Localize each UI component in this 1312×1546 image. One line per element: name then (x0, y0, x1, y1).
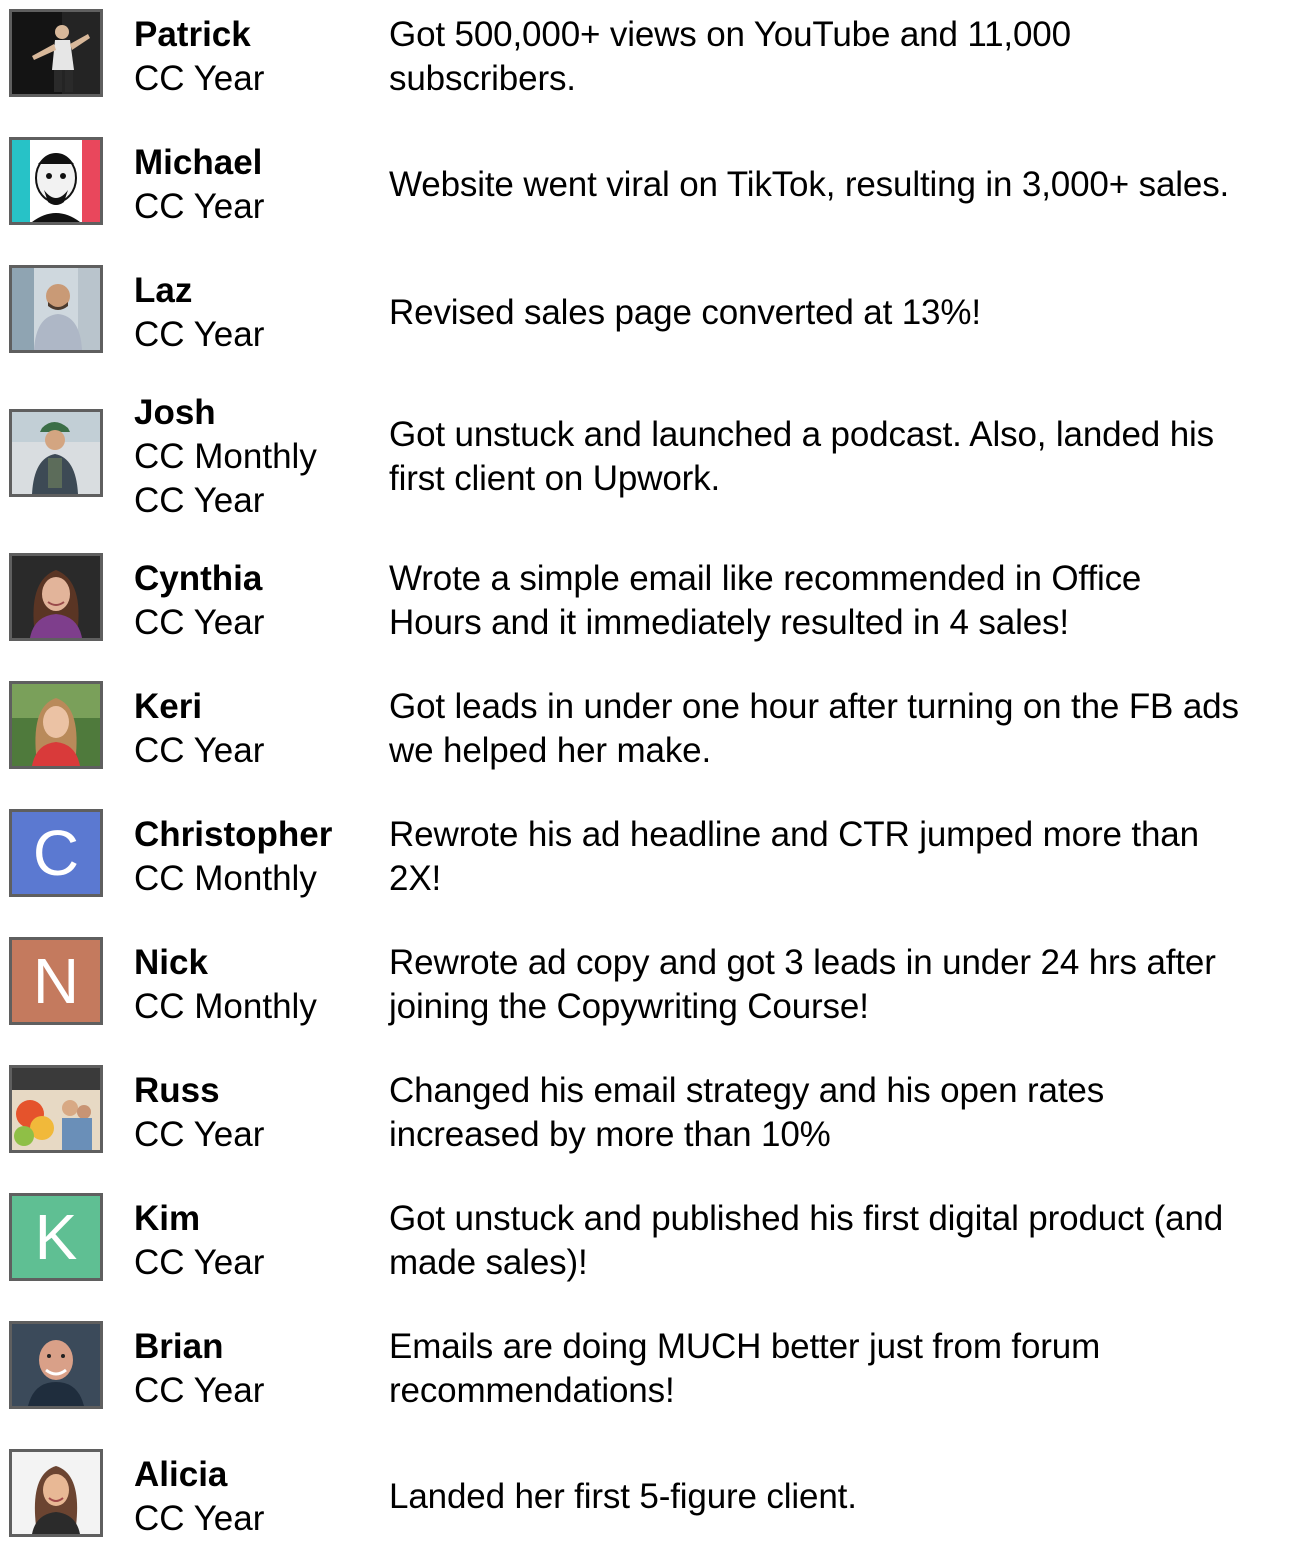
result-text (389, 1325, 1309, 1413)
result-line: joining the Copywriting Course! (389, 987, 869, 1026)
result-text (389, 1069, 1309, 1157)
avatar-letter: N (32, 945, 80, 1017)
person-block (134, 1453, 374, 1541)
result-text (389, 557, 1309, 645)
result-line: subscribers. (389, 59, 576, 98)
result-text (389, 291, 1309, 335)
result-text (389, 813, 1309, 901)
result-line: Got leads in under one hour after turning on the FB ads (389, 687, 1239, 726)
result-line: Hours and it immediately resulted in 4 sales! (389, 603, 1069, 642)
person-block (134, 941, 374, 1029)
result-text (389, 1197, 1309, 1285)
result-text (389, 163, 1309, 207)
person-name: Christopher (134, 815, 333, 854)
avatar-letter-kim (9, 1193, 103, 1281)
result-line: Emails are doing MUCH better just from forum (389, 1327, 1101, 1366)
person-block (134, 813, 374, 901)
avatar-photo-michael (9, 137, 103, 225)
result-text (389, 1475, 1309, 1519)
person-name: Russ (134, 1071, 220, 1110)
person-block (134, 1069, 374, 1157)
person-block (134, 391, 374, 523)
person-name: Alicia (134, 1455, 228, 1494)
result-text (389, 941, 1309, 1029)
person-block (134, 685, 374, 773)
person-block (134, 269, 374, 357)
result-line: Got 500,000+ views on YouTube and 11,000 (389, 15, 1071, 54)
person-name: Nick (134, 943, 208, 982)
avatar-photo-josh (9, 409, 103, 497)
person-plan: CC Year (134, 1115, 265, 1154)
person-block (134, 1325, 374, 1413)
result-line: first client on Upwork. (389, 459, 721, 498)
result-line: Got unstuck and launched a podcast. Also, landed his (389, 415, 1214, 454)
person-plan: CC Year (134, 315, 265, 354)
person-plan: CC Year (134, 481, 265, 520)
person-plan: CC Year (134, 1243, 265, 1282)
person-block (134, 557, 374, 645)
result-line: Got unstuck and published his first digital product (and (389, 1199, 1224, 1238)
person-plan: CC Year (134, 1371, 265, 1410)
person-name: Kim (134, 1199, 201, 1238)
result-line: recommendations! (389, 1371, 675, 1410)
person-plan: CC Monthly (134, 859, 317, 898)
result-line: made sales)! (389, 1243, 588, 1282)
person-name: Patrick (134, 15, 251, 54)
result-text (389, 413, 1309, 501)
person-plan: CC Monthly (134, 437, 317, 476)
avatar-photo-keri (9, 681, 103, 769)
person-plan: CC Year (134, 731, 265, 770)
avatar-photo-laz (9, 265, 103, 353)
person-name: Keri (134, 687, 203, 726)
result-line: we helped her make. (389, 731, 712, 770)
avatar-letter-nick (9, 937, 103, 1025)
result-line: Rewrote ad copy and got 3 leads in under 24 hrs after (389, 943, 1216, 982)
person-name: Brian (134, 1327, 224, 1366)
person-name: Laz (134, 271, 193, 310)
avatar-photo-patrick (9, 9, 103, 97)
result-line: increased by more than 10% (389, 1115, 831, 1154)
person-name: Michael (134, 143, 263, 182)
person-block (134, 1197, 374, 1285)
avatar-photo-cynthia (9, 553, 103, 641)
person-block (134, 141, 374, 229)
avatar-photo-brian (9, 1321, 103, 1409)
person-name: Josh (134, 393, 216, 432)
avatar-photo-russ (9, 1065, 103, 1153)
avatar-photo-alicia (9, 1449, 103, 1537)
result-text (389, 13, 1309, 101)
person-block (134, 13, 374, 101)
person-plan: CC Year (134, 603, 265, 642)
result-line: Changed his email strategy and his open rates (389, 1071, 1105, 1110)
avatar-letter: K (34, 1201, 78, 1273)
result-line: Landed her first 5-figure client. (389, 1477, 857, 1516)
person-plan: CC Monthly (134, 987, 317, 1026)
person-plan: CC Year (134, 187, 265, 226)
result-line: Rewrote his ad headline and CTR jumped more than (389, 815, 1199, 854)
person-plan: CC Year (134, 1499, 265, 1538)
result-text (389, 685, 1309, 773)
result-line: Website went viral on TikTok, resulting in 3,000+ sales. (389, 165, 1230, 204)
result-line: 2X! (389, 859, 442, 898)
avatar-letter-christopher (9, 809, 103, 897)
person-plan: CC Year (134, 59, 265, 98)
result-line: Revised sales page converted at 13%! (389, 293, 981, 332)
result-line: Wrote a simple email like recommended in Office (389, 559, 1142, 598)
person-name: Cynthia (134, 559, 263, 598)
avatar-letter: C (32, 817, 80, 889)
